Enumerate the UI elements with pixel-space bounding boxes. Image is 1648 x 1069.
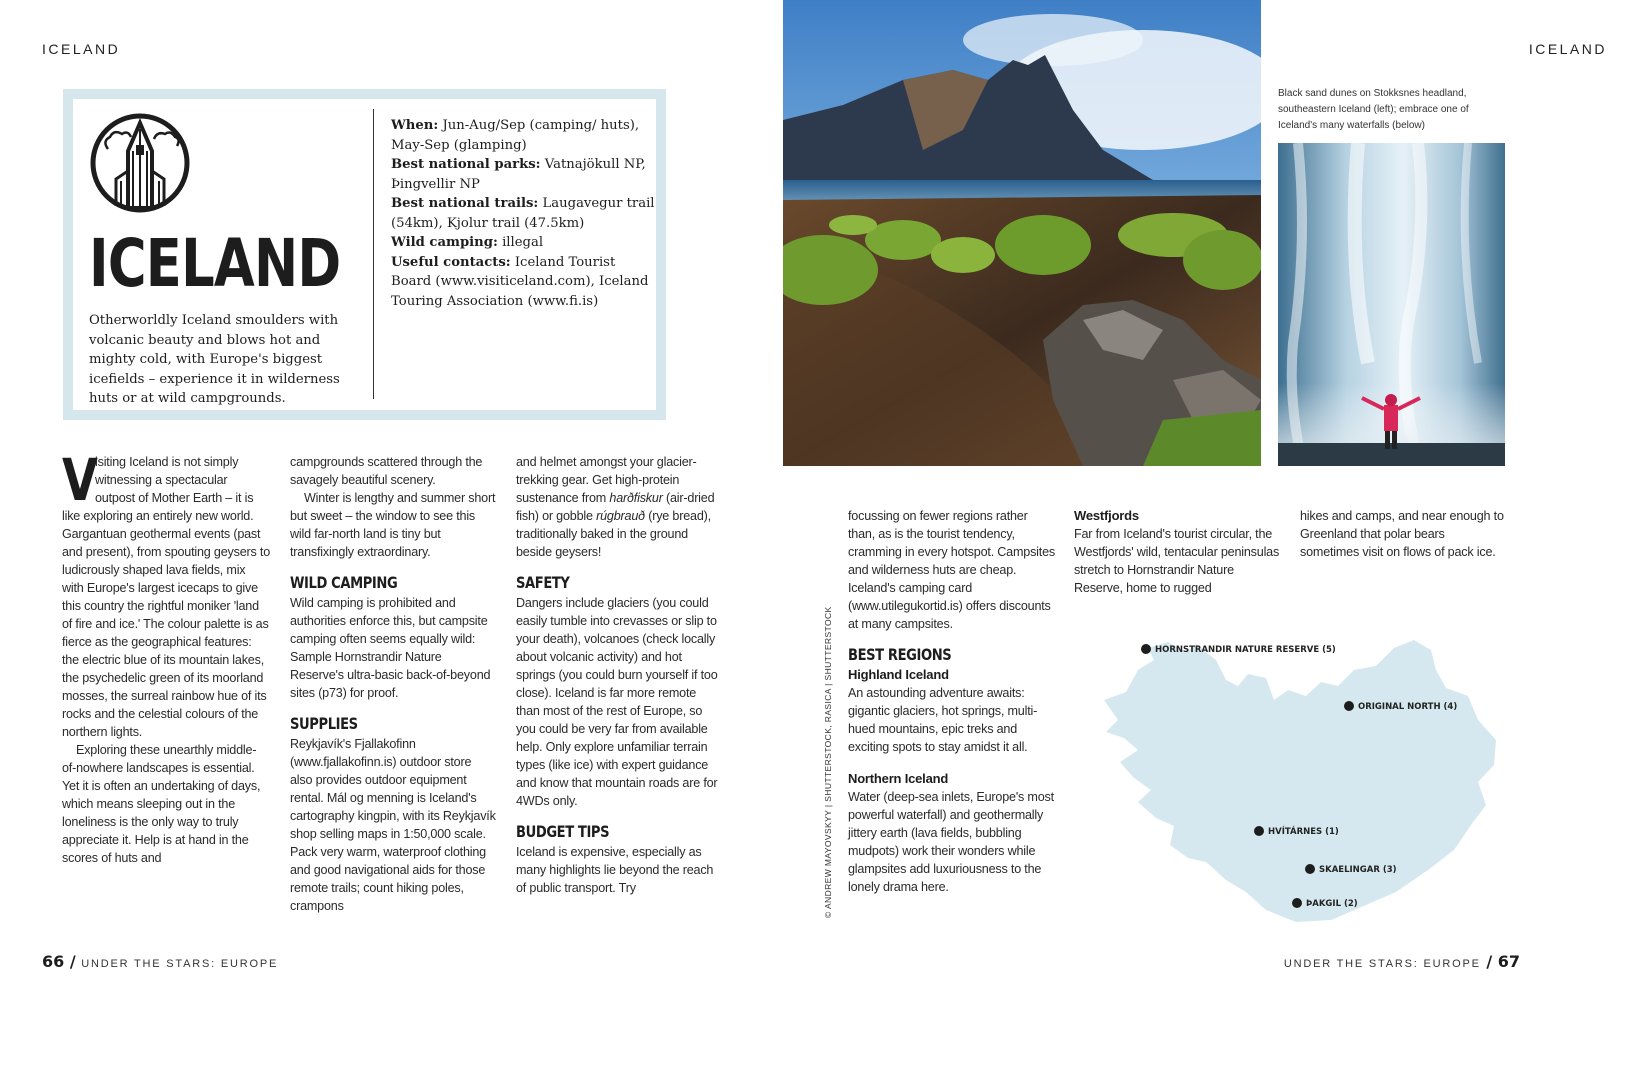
running-head-right: ICELAND: [1528, 41, 1607, 57]
fact-list: [391, 116, 656, 311]
waterfall-photo: [1278, 143, 1505, 466]
fact-trails: Best national trails: Laugavegur trail (54km), Kjolur trail (47.5km): [391, 196, 655, 231]
folio-right: UNDER THE STARS: EUROPE / 67: [1283, 952, 1520, 971]
svg-text:ÞAKGIL (2): ÞAKGIL (2): [1306, 899, 1358, 909]
running-head-left: ICELAND: [42, 41, 121, 57]
body-column-5: [1074, 507, 1280, 597]
body-paragraph: Water (deep-sea inlets, Europe's most powerful waterfall) and geothermally jittery earth (lava fields, bubbling mudpots) work their wonders while glampsites add luxuriousness to the lonely drama here.: [848, 790, 1054, 894]
fact-divider: [373, 109, 374, 399]
subheading-westfjords: Westfjords: [1074, 508, 1139, 523]
body-paragraph: Dangers include glaciers (you could easily tumble into crevasses or slip to your death), volcanoes (check locally about volcanic activity) and hot springs (you could burn yourself if too close). Iceland is far more remote than most of the rest of Europe, so you could be very far from available help. Only explore unfamiliar terrain types (like ice) with expert guidance and know that mountain roads are for 4WDs only.: [516, 596, 718, 808]
svg-text:SKAELINGAR (3): SKAELINGAR (3): [1319, 865, 1397, 875]
body-paragraph: V isiting Iceland is not simply witnessing a spectacular outpost of Mother Earth – it is like exploring an entirely new world. Gargantuan geothermal events (past and present), from spouting geysers to ludicrously shaped lava fields, mix with Europe's largest icecaps to give this country the rightful moniker 'land of fire and ice.' The colour palette is as fierce as the geographical features: the electric blue of its mountain lakes, the psychedelic green of its moorland mosses, the surreal rainbow hue of its rocks and the celestial colours of the northern lights.: [62, 446, 271, 739]
country-title: ICELAND: [89, 225, 341, 302]
stokksnes-photo: [783, 0, 1261, 466]
body-paragraph: and helmet amongst your glacier-trekking gear. Get high-protein sustenance from harðfiskur (air-dried fish) or gobble rúgbrauð (rye bread), traditionally baked in the ground beside geysers!: [516, 455, 715, 559]
fact-parks: Best national parks: Vatnajökull NP, Þingvellir NP: [391, 157, 646, 192]
map-marker-hornstrandir: [1141, 644, 1336, 655]
iceland-map: [1076, 630, 1506, 930]
body-paragraph: Reykjavík's Fjallakofinn (www.fjallakofinn.is) outdoor store also provides outdoor equipment rental. Mál og menning is Iceland's cartography kingpin, with its Reykjavík shop selling maps in 1:50,000 scale. Pack very warm, waterproof clothing and good navigational aids for those remote trails; count hiking poles, crampons: [290, 737, 496, 913]
map-marker-original-north: [1344, 701, 1457, 712]
fact-wild-camping: Wild camping: illegal: [391, 235, 544, 250]
heading-best-regions: BEST REGIONS: [848, 645, 952, 664]
body-paragraph: hikes and camps, and near enough to Greenland that polar bears sometimes visit on flows of pack ice.: [1300, 509, 1504, 559]
iceland-landmass: [1104, 640, 1496, 922]
body-paragraph: focussing on fewer regions rather than, as is the tourist tendency, cramming in every hotspot. Campsites and wilderness huts are cheap. Iceland's camping card (www.utilegukortid.is) offers discounts at many campsites.: [848, 509, 1055, 631]
photo-caption: Black sand dunes on Stokksnes headland, southeastern Iceland (left); embrace one of Iceland's many waterfalls (below): [1278, 88, 1469, 131]
folio-left: 66 / UNDER THE STARS: EUROPE: [42, 952, 279, 971]
church-tower-icon: [88, 111, 192, 215]
body-column-3: [516, 453, 722, 897]
body-paragraph: Winter is lengthy and summer short but sweet – the window to see this wild far-north land is tiny but transfixingly extraordinary.: [290, 491, 496, 559]
map-marker-skaelingar: [1305, 864, 1397, 875]
heading-wild-camping: WILD CAMPING: [290, 573, 398, 592]
fact-box: [63, 89, 666, 420]
body-column-6: [1300, 507, 1506, 561]
heading-supplies: SUPPLIES: [290, 714, 358, 733]
subheading-northern: Northern Iceland: [848, 771, 949, 786]
body-paragraph: Wild camping is prohibited and authorities enforce this, but campsite camping often seems equally wild: Sample Hornstrandir Nature Reserve's ultra-basic back-of-beyond sites (p73) for proof.: [290, 596, 491, 700]
body-paragraph: Exploring these unearthly middle-of-nowhere landscapes is essential. Yet it is often an undertaking of days, which means sleeping out in the loneliness is the only way to truly appreciate it. Help is at hand in the scores of huts and: [62, 743, 261, 865]
body-column-4: [848, 507, 1056, 896]
heading-budget-tips: BUDGET TIPS: [516, 822, 610, 841]
body-paragraph: Far from Iceland's tourist circular, the Westfjords' wild, tentacular peninsulas stretch to Hornstrandir Nature Reserve, home to rugged: [1074, 527, 1280, 595]
fact-when: When: Jun-Aug/Sep (camping/ huts), May-Sep (glamping): [391, 118, 640, 153]
photo-credit: © ANDREW MAYOVSKYY | SHUTTERSTOCK, RASICA | SHUTTERSTOCK: [823, 606, 833, 918]
svg-text:ORIGINAL NORTH (4): ORIGINAL NORTH (4): [1358, 702, 1458, 712]
fact-contacts: Useful contacts: Iceland Tourist Board (www.visiticeland.com), Iceland Touring Association (www.fi.is): [391, 254, 649, 309]
heading-safety: SAFETY: [516, 573, 570, 592]
svg-text:HVÍTÁRNES (1): HVÍTÁRNES (1): [1268, 827, 1339, 837]
body-paragraph: Iceland is expensive, especially as many highlights lie beyond the reach of public transport. Try: [516, 845, 714, 895]
body-column-2: [290, 453, 496, 915]
body-paragraph: campgrounds scattered through the savagely beautiful scenery.: [290, 455, 483, 487]
drop-cap: V: [62, 446, 98, 514]
body-paragraph: An astounding adventure awaits: gigantic glaciers, hot springs, multi-hued mountains, epic treks and exciting spots to stay amidst it all.: [848, 686, 1038, 754]
subheading-highland: Highland Iceland: [848, 667, 949, 682]
svg-text:HORNSTRANDIR NATURE RESERVE (5: HORNSTRANDIR NATURE RESERVE (5): [1155, 645, 1336, 655]
body-column-1: [62, 446, 271, 867]
intro-text: Otherworldly Iceland smoulders with volcanic beauty and blows hot and mighty cold, with Europe's biggest icefields – experience it in wilderness huts or at wild campgrounds.: [89, 313, 340, 406]
